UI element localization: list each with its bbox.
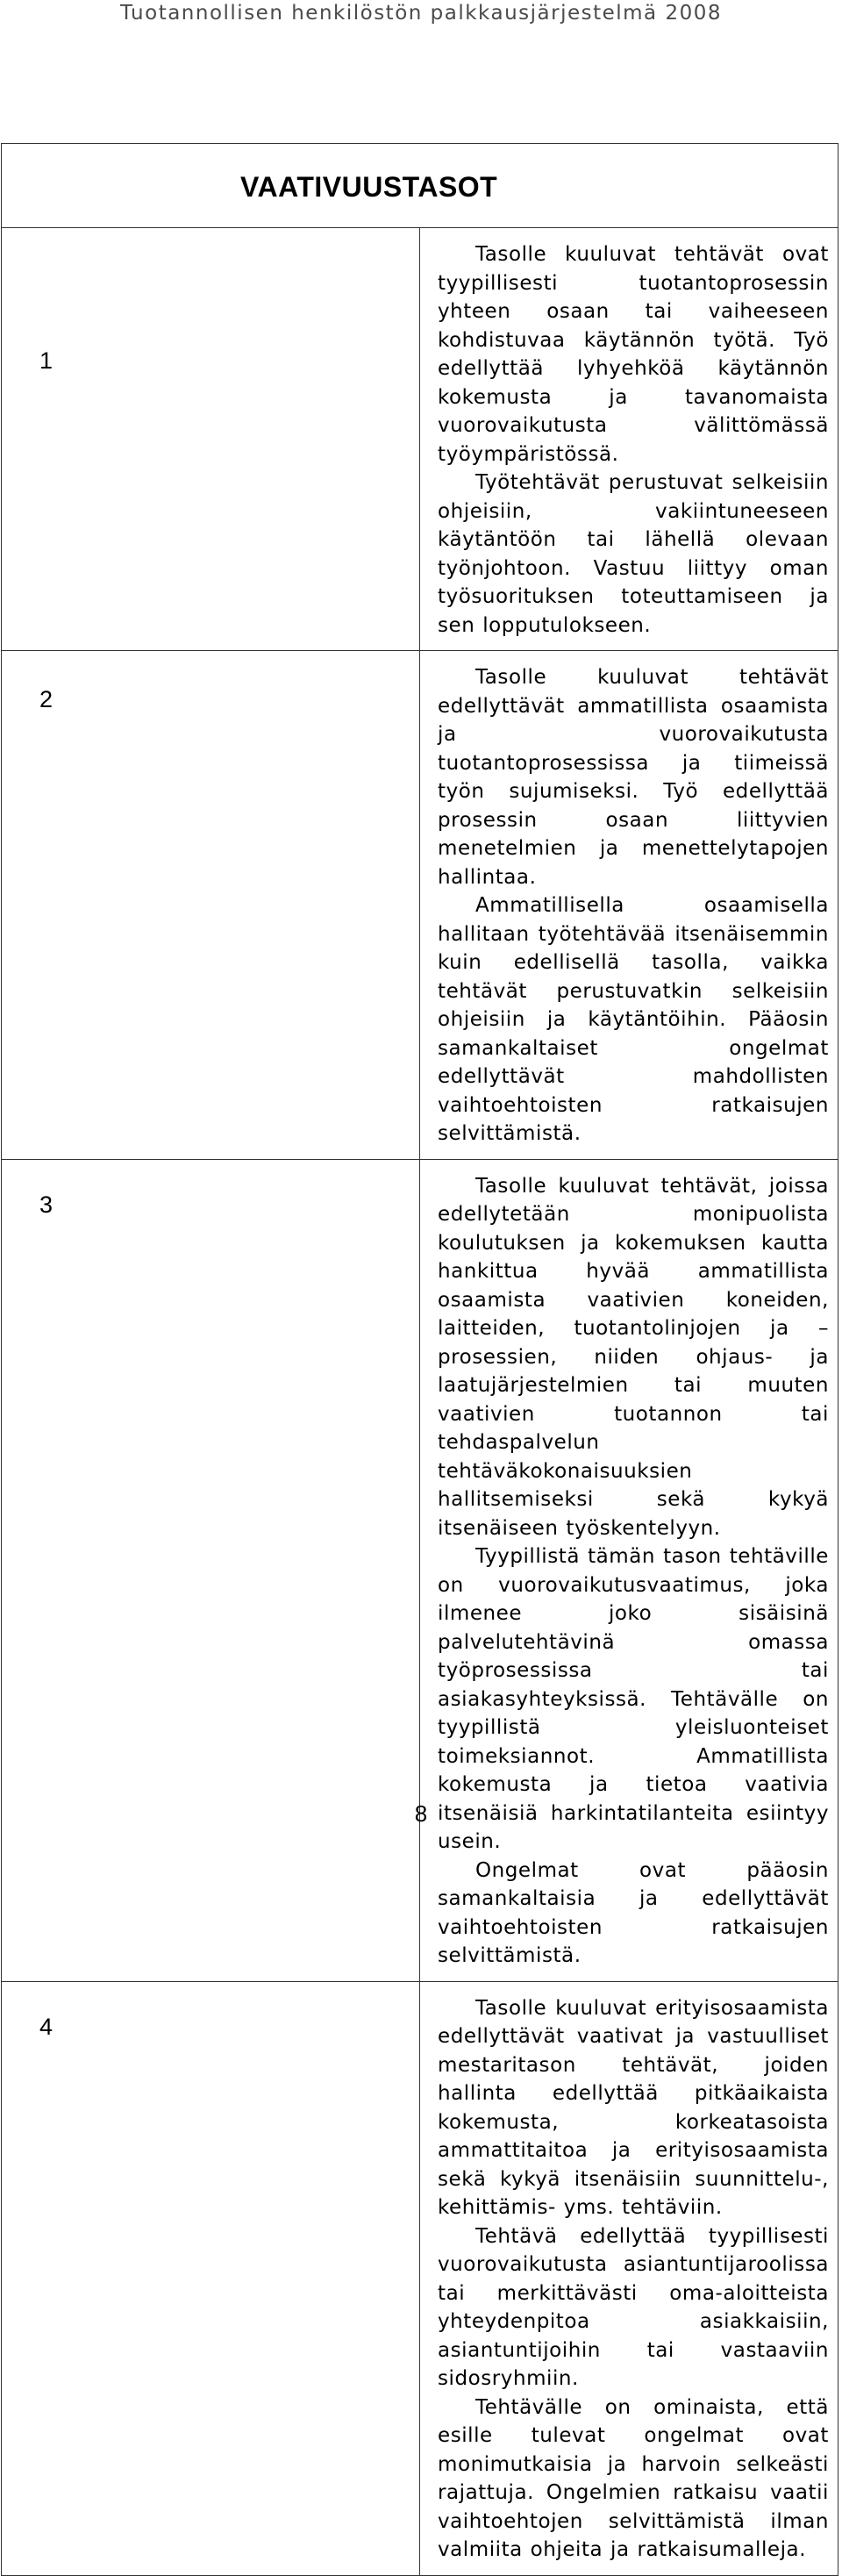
description-paragraph: Tasolle kuuluvat tehtävät, joissa edellytetään monipuolista koulutuksen ja kokemuksen kautta hankittua hyvää ammatillista osaamista vaativien koneiden, laitteiden, tuotantolinjojen ja –prosessien, niiden ohjaus- ja laatujärjestelmien tai muuten vaativien tuotannon tai tehdaspalvelun tehtäväkokonaisuuksien hallitsemiseksi sekä kykyä itsenäiseen työskentelyyn. [438,1174,829,1540]
level-description [420,1981,838,2575]
level-description [420,651,838,1160]
table-title-row [2,144,838,228]
description-paragraph: Tehtävälle on ominaista, että esille tulevat ongelmat ovat monimutkaisia ja harvoin selkeästi rajattuja. Ongelmien ratkaisu vaatii vaihtoehtojen selvittämistä ilman valmiita ohjeita ja ratkaisumalleja. [438,2395,829,2561]
level-row-2 [2,651,838,1160]
level-row-1 [2,228,838,651]
description-paragraph: Ammatillisella osaamisella hallitaan työtehtävää itsenäisemmin kuin edellisellä tasolla, vaikka tehtävät perustuvatkin selkeisiin ohjeisiin ja käytäntöihin. Pääosin samankaltaiset ongelmat edellyttävät mahdollisten vaihtoehtoisten ratkaisujen selvittämistä. [438,894,829,1145]
level-number: 3 [39,1191,54,1218]
requirement-levels-table [1,143,838,2576]
table-title: VAATIVUUSTASOT [240,171,498,203]
description-paragraph: Tasolle kuuluvat tehtävät edellyttävät ammatillista osaamista ja vuorovaikutusta tuotantoprosessissa ja tiimeissä työn sujumiseksi. Työ edellyttää prosessin osaan liittyvien menetelmien ja menettelytapojen hallintaa. [438,666,829,889]
description-paragraph: Tehtävä edellyttää tyypillisesti vuorovaikutusta asiantuntijaroolissa tai merkittävästi oma-aloitteista yhteydenpitoa asiakkaisiin, asiantuntijoihin tai vastaaviin sidosryhmiin. [438,2224,829,2390]
description-paragraph: Tyypillistä tämän tason tehtäville on vuorovaikutusvaatimus, joka ilmenee joko sisäisinä palvelutehtävinä omassa työprosessissa tai asiakasyhteyksissä. Tehtävälle on tyypillistä yleisluonteiset toimeksiannot. Ammatillista kokemusta ja tietoa vaativia itsenäisiä harkintatilanteita esiintyy usein. [438,1545,829,1853]
level-number: 1 [39,347,54,374]
level-description [420,228,838,651]
level-row-3 [2,1159,838,1981]
level-row-4 [2,1981,838,2575]
description-paragraph: Työtehtävät perustuvat selkeisiin ohjeisiin, vakiintuneeseen käytäntöön tai lähellä olevaan työnjohtoon. Vastuu liittyy oman työsuorituksen toteuttamiseen ja sen lopputulokseen. [438,471,829,637]
level-number: 4 [39,2013,54,2040]
page-number: 8 [414,1800,428,1827]
running-header: Tuotannollisen henkilöstön palkkausjärjestelmä 2008 [119,2,722,25]
description-paragraph: Tasolle kuuluvat tehtävät ovat tyypillisesti tuotantoprosessin yhteen osaan tai vaiheeseen kohdistuvaa käytännön työtä. Työ edellyttää lyhyehköä käytännön kokemusta ja tavanomaista vuorovaikutusta välittömässä työympäristössä. [438,243,829,466]
level-description [420,1159,838,1981]
description-paragraph: Ongelmat ovat pääosin samankaltaisia ja edellyttävät vaihtoehtoisten ratkaisujen selvittämistä. [438,1858,829,1967]
description-paragraph: Tasolle kuuluvat erityisosaamista edellyttävät vaativat ja vastuulliset mestaritason tehtävät, joiden hallinta edellyttää pitkäaikaista kokemusta, korkeatasoista ammattitaitoa ja erityisosaamista sekä kykyä itsenäisiin suunnittelu-, kehittämis- yms. tehtäviin. [438,1996,829,2219]
level-number: 2 [39,686,54,712]
